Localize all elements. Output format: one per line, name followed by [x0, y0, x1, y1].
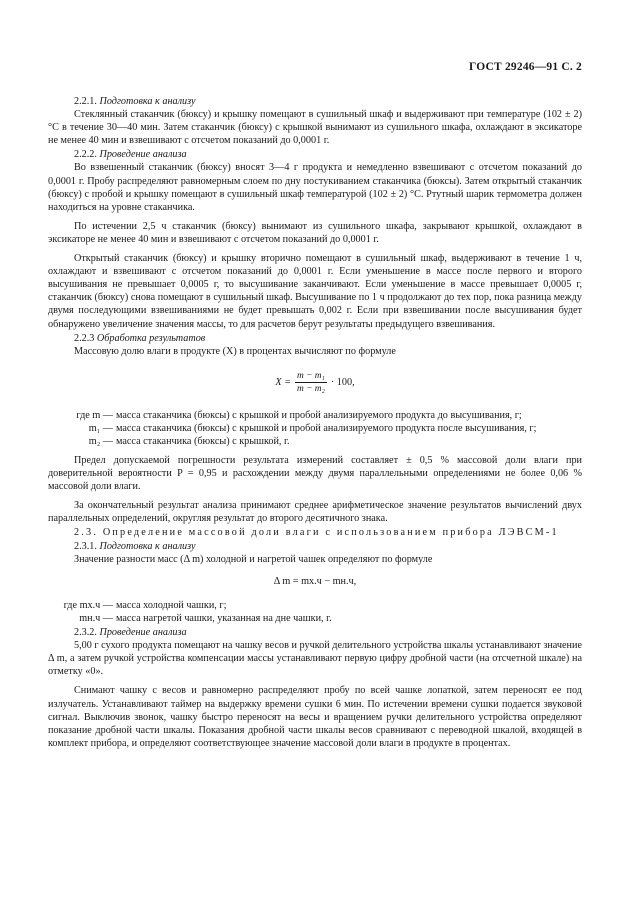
section-title: Обработка результатов: [96, 332, 206, 344]
paragraph: Массовую долю влаги в продукте (X) в процентах вычисляют по формуле: [74, 345, 396, 357]
definition-label: где m —: [76, 409, 113, 421]
section-heading-2-3: 2.3. Определение массовой доли влаги с использованием прибора ЛЭВСМ-1: [74, 526, 559, 538]
section-heading-2-3-2: [48, 626, 582, 639]
paragraph: Открытый стаканчик (бюксу) и крышку вторично помещают в сушильный шкаф, выдерживают в течение 1 ч, охлаждают и взвешивают с отсчетом показаний до 0,0001 г. Если уменьшение в массе после первого и второго высушивания не превышает 0,0005 г, то высушивание заканчивают. Если уменьшение в массе превышает 0,0005 г, стаканчик (бюксу) снова помещают в сушильный шкаф. Высушивание по 1 ч продолжают до тех пор, пока разница между двумя последующими взвешиваниями не будет превышать 0,002 г. Если при взвешивании после высушивания будет обнаружено увеличение значения массы, то для расчетов берут результаты предыдущего взвешивания.: [48, 253, 582, 330]
definition-label: где mх.ч —: [63, 599, 113, 611]
formula-lhs: X =: [275, 376, 292, 388]
formula-denominator: m − m₂: [297, 383, 325, 394]
section-number: 2.2.1.: [74, 96, 97, 107]
section-number: 2.2.3: [74, 332, 95, 344]
definition-row: [48, 409, 582, 422]
moisture-formula: [48, 370, 582, 395]
section-heading-2-2-2: [48, 148, 582, 161]
definition-text: масса стаканчика (бюксы) с крышкой и пробой анализируемого продукта после высушивания, г;: [116, 422, 537, 434]
paragraph: За окончательный результат анализа принимают среднее арифметическое значение результатов вычислений двух параллельных определений, округляя результат до второго десятичного знака.: [48, 500, 582, 525]
section-title: Подготовка к анализу: [99, 96, 196, 107]
section-title: Проведение анализа: [99, 627, 187, 639]
page-header: ГОСТ 29246—91 С. 2: [469, 61, 582, 73]
definition-text: масса стаканчика (бюксы) с крышкой и пробой анализируемого продукта до высушивания, г;: [116, 409, 522, 421]
section-number: 2.3.2.: [74, 627, 97, 639]
paragraph: Во взвешенный стаканчик (бюксу) вносят 3—4 г продукта и немедленно взвешивают с отсчетом показаний до 0,0001 г. Пробу распределяют равномерным слоем по дну постукиванием стаканчика (бюксы). Затем открытый стаканчик (бюксу) с пробой и крышку помещают в сушильный шкаф температурой (102 ± 2) °С. Ртутный шарик термометра должен находиться на уровне стаканчика.: [48, 162, 582, 213]
paragraph: 5,00 г сухого продукта помещают на чашку весов и ручкой делительного устройства шкалы устанавливают значение Δ m, а затем ручкой устройства компенсации массы устанавливают первую цифру дробной части (на отсчетной шкале) на отметку «0».: [48, 640, 582, 678]
definition-label: m₁ —: [88, 422, 113, 434]
paragraph: Снимают чашку с весов и равномерно распределяют пробу по всей чашке лопаткой, затем переносят ее под излучатель. Устанавливают таймер на выдержку времени сушки 6 мин. По истечении времени сушки подается звуковой сигнал. Выключив звонок, чашку быстро переносят на весы и вращением ручки делительного устройства определяют показание дробной части шкалы. Показания дробной части шкалы весов сравнивают с переводной шкалой, входящей в комплект прибора, и определяют соответствующее значение массовой доли влаги в продукте в процентах.: [48, 685, 582, 749]
paragraph: Предел допускаемой погрешности результата измерений составляет ± 0,5 % массовой доли влаги при доверительной вероятности P = 0,95 и расхождении между двумя параллельными определениями не более 0,06 % массовой доли влаги.: [48, 455, 582, 493]
formula-numerator: m − m₁: [297, 370, 325, 381]
paragraph: Стеклянный стаканчик (бюксу) и крышку помещают в сушильный шкаф и выдерживают при температуре (102 ± 2) °С в течение 30—40 мин. Затем стаканчик (бюксу) с крышкой вынимают из сушильного шкафа, охлаждают в эксикаторе не менее 40 мин и взвешивают с отсчетом показаний до 0,0001 г.: [48, 109, 582, 147]
section-heading-2-3-1: [48, 540, 582, 553]
definition-label: m₂ —: [88, 435, 113, 447]
section-heading-2-2-1: [48, 95, 582, 108]
definition-row: [48, 435, 582, 448]
document-body: [48, 94, 582, 750]
formula-rhs: · 100,: [330, 376, 355, 388]
definition-row: [48, 599, 582, 612]
definition-text: масса стаканчика (бюксы) с крышкой, г.: [116, 435, 290, 447]
definition-row: [48, 422, 582, 435]
section-heading-2-2-3: [48, 332, 582, 345]
paragraph: По истечении 2,5 ч стаканчик (бюксу) вынимают из сушильного шкафа, закрывают крышкой, охлаждают в эксикаторе не менее 40 мин и взвешивают с отсчетом показаний до 0,0001 г.: [48, 220, 582, 245]
section-title: Проведение анализа: [99, 149, 187, 161]
definition-text: масса холодной чашки, г;: [116, 599, 227, 611]
section-number: 2.3.1.: [74, 540, 97, 552]
definition-text: масса нагретой чашки, указанная на дне чашки, г.: [116, 613, 332, 624]
definition-label: mн.ч —: [79, 613, 113, 624]
section-title: Подготовка к анализу: [99, 540, 196, 552]
section-number: 2.2.2.: [74, 149, 97, 161]
mass-difference-formula: Δ m = mх.ч − mн.ч,: [273, 575, 357, 587]
paragraph: Значение разности масс (Δ m) холодной и нагретой чашек определяют по формуле: [74, 553, 433, 565]
definition-row: [48, 612, 582, 625]
formula-fraction: [295, 370, 327, 395]
